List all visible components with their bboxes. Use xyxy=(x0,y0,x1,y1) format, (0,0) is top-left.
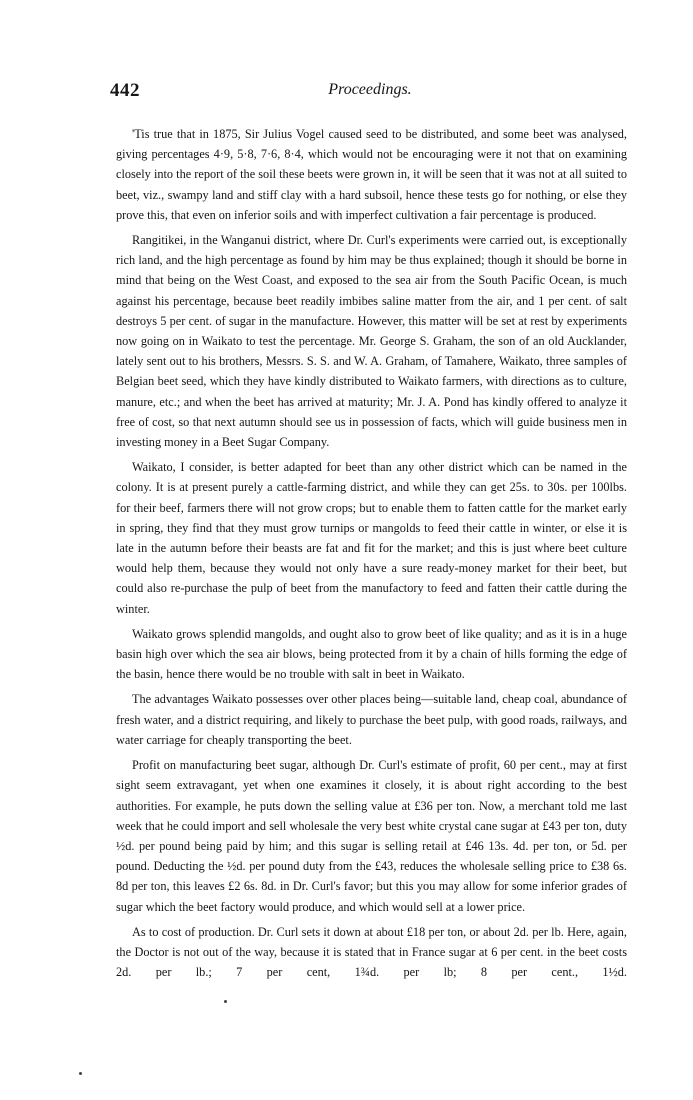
paragraph-profit: Profit on manufacturing beet sugar, although Dr. Curl's estimate of profit, 60 per cent., may at first sight seem extravagant, yet when one examines it closely, it is about right according to the best authorities. For example, he puts down the selling value at £36 per ton. Now, a merchant told me last week that he could import and sell wholesale the very best white crystal cane sugar at £43 per ton, duty ½d. per pound being paid by him; and this sugar is selling retail at £46 13s. 4d. per ton, or 5d. per pound. Deducting the ½d. per pound duty from the £43, reduces the wholesale selling price to £38 6s. 8d per ton, this leaves £2 6s. 8d. in Dr. Curl's favor; but this you may allow for some inferior grades of sugar which the beet factory would produce, and which would sell at a lower price. xyxy=(116,758,627,914)
stray-mark-dot xyxy=(224,1000,227,1003)
paragraph-cost-of-production: As to cost of production. Dr. Curl sets it down at about £18 per ton, or about 2d. per lb. Here, again, the Doctor is not out of the way, because it is stated that in France sugar at 6 per cent. in the beet costs 2d. per lb.; 7 per cent, 1¾d. per lb; 8 per cent., 1½d. xyxy=(116,924,627,980)
stray-mark-dot xyxy=(79,1072,82,1075)
paragraph-waikato-adapted: Waikato, I consider, is better adapted for beet than any other district which can be named in the colony. It is at present purely a cattle-farming district, and while they can get 25s. to 30s. per 100lbs. for their beef, farmers there will not grow crops; but to enable them to fatten cattle for the market early in spring, they find that they must grow turnips or mangolds to feed their cattle in winter, or else it is late in the autumn before their beasts are fat and fit for the market; and this is just where beet culture would help them, because they would not only have a sure ready-money market for their beet, but could also re-purchase the pulp of beet from the manufactory to feed and fatten their cattle during the winter. xyxy=(116,460,627,616)
paragraph-vogel-seed: 'Tis true that in 1875, Sir Julius Vogel caused seed to be distributed, and some beet was analysed, giving percentages 4·9, 5·8, 7·6, 8·4, which would not be encouraging were it not that on examining closely into the report of the soil these beets were grown in, it will be seen that it was not at all suited to beet, viz., swampy land and stiff clay with a hard subsoil, hence these tests go for nothing, or else they prove this, that even on inferior soils and with imperfect cultivation a fair percentage is produced. xyxy=(116,127,627,222)
page-body xyxy=(116,124,627,987)
page-header xyxy=(110,80,630,104)
running-head: Proceedings. xyxy=(328,81,412,98)
paragraph-rangitikei: Rangitikei, in the Wanganui district, where Dr. Curl's experiments were carried out, is exceptionally rich land, and the high percentage as found by him may be thus explained; though it should be borne in mind that being on the West Coast, and exposed to the sea air from the South Pacific Ocean, is much against his percentage, because beet readily imbibes saline matter from the air, and 1 per cent. of salt destroys 5 per cent. of sugar in the manufacture. However, this matter will be set at rest by experiments now going on in Waikato to test the percentage. Mr. George S. Graham, the son of an old Aucklander, lately sent out to his brothers, Messrs. S. S. and W. A. Graham, of Tamahere, Waikato, three samples of Belgian beet seed, which they have kindly distributed to Waikato farmers, with directions as to culture, manure, etc.; and when the beet has arrived at maturity; Mr. J. A. Pond has kindly offered to analyze it free of cost, so that next autumn should see us in possession of facts, which will guide business men in investing money in a Beet Sugar Company. xyxy=(116,233,627,450)
paragraph-advantages: The advantages Waikato possesses over other places being—suitable land, cheap coal, abundance of fresh water, and a district requiring, and likely to purchase the beet pulp, with good roads, railways, and water carriage for cheaply transporting the beet. xyxy=(116,692,627,747)
page-number: 442 xyxy=(110,80,140,101)
paragraph-waikato-mangolds: Waikato grows splendid mangolds, and ought also to grow beet of like quality; and as it is in a huge basin high over which the sea air blows, being protected from it by a chain of hills forming the edge of the basin, hence there would be no trouble with salt in beet in Waikato. xyxy=(116,626,627,682)
